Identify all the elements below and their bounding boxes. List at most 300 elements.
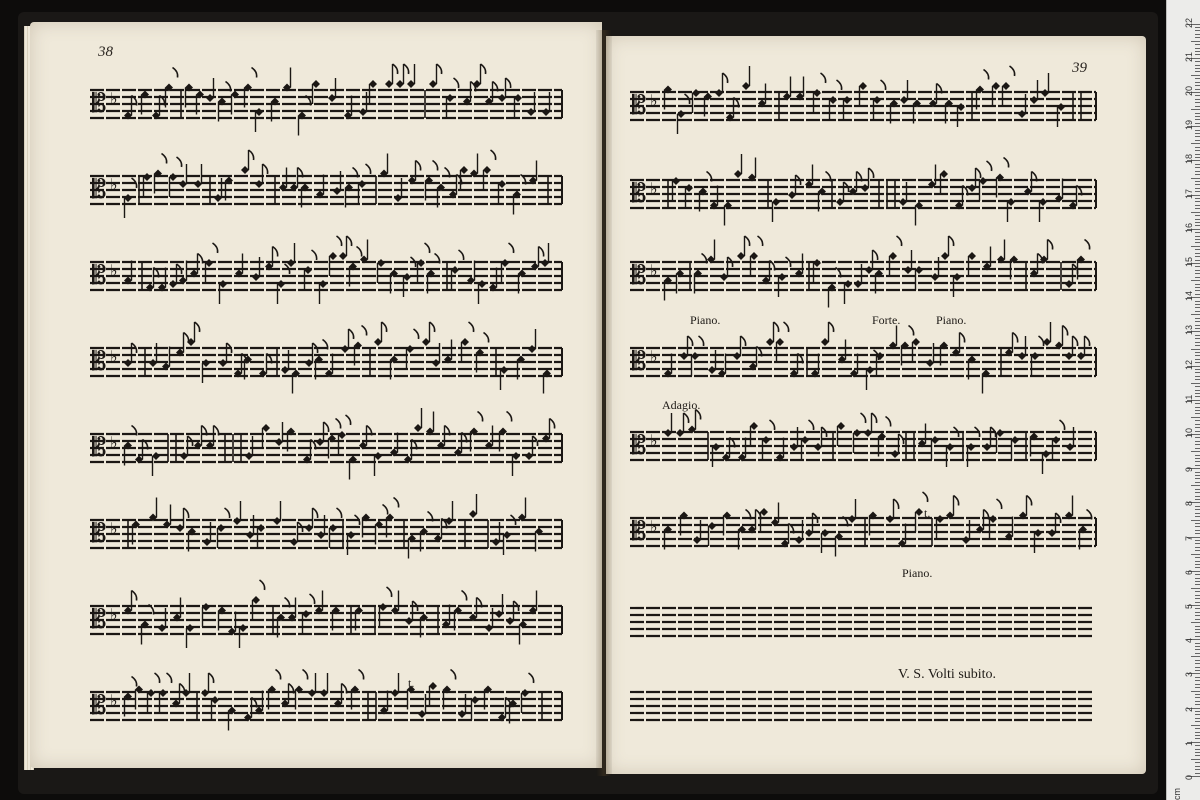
note-icon [722, 438, 735, 462]
flat-icon: ♭ [110, 89, 118, 108]
note-icon [349, 456, 357, 480]
ruler-minor-tick [1195, 533, 1200, 534]
tempo-adagio: Adagio. [662, 398, 701, 412]
note-icon [467, 261, 475, 285]
ruler-minor-tick [1191, 314, 1200, 315]
ruler-minor-tick [1195, 615, 1200, 616]
ruler-minor-tick [1195, 626, 1200, 627]
note-icon [513, 175, 526, 215]
flat-icon: ♭ [110, 519, 118, 538]
note-icon [386, 498, 399, 538]
ruler-minor-tick [1195, 301, 1200, 302]
music-staff [90, 494, 562, 559]
ruler-minor-tick [1191, 41, 1200, 42]
note-icon [434, 519, 447, 543]
ruler-minor-tick [1191, 178, 1200, 179]
note-icon [442, 605, 450, 629]
note-icon [124, 591, 137, 615]
note-icon [341, 329, 354, 353]
note-icon [876, 352, 884, 376]
ruler-label: 0 [1184, 774, 1194, 780]
music-staff [630, 692, 1092, 720]
note-icon [308, 673, 316, 697]
note-icon [176, 333, 189, 357]
note-icon [172, 684, 185, 708]
note-icon [407, 64, 415, 88]
ruler-minor-tick [1195, 437, 1200, 438]
note-icon [790, 354, 803, 378]
note-icon [837, 422, 845, 446]
ruler-minor-tick [1191, 280, 1200, 281]
ruler-label: 16 [1184, 222, 1194, 233]
ruler-minor-tick [1191, 143, 1200, 144]
ruler-minor-tick [1195, 307, 1200, 308]
ruler-minor-tick [1195, 328, 1200, 329]
clef-icon: 𝄡 [92, 175, 107, 205]
note-icon [473, 64, 486, 88]
ruler-minor-tick [1195, 608, 1200, 609]
ruler-minor-tick [1195, 584, 1200, 585]
trill-mark-left: t. [408, 676, 415, 690]
note-icon [542, 419, 555, 443]
note-icon [124, 677, 137, 717]
note-icon [143, 173, 151, 197]
note-icon [1040, 240, 1053, 264]
ruler-minor-tick [1195, 188, 1200, 189]
flat-icon: ♭ [650, 517, 658, 536]
note-icon [449, 175, 462, 199]
ruler-minor-tick [1195, 123, 1200, 124]
ruler-minor-tick [1195, 680, 1200, 681]
note-icon [1043, 322, 1051, 346]
ruler-minor-tick [1195, 27, 1200, 28]
ruler-minor-tick [1195, 30, 1200, 31]
note-icon [889, 326, 897, 350]
ruler-minor-tick [1195, 663, 1200, 664]
ruler-minor-tick [1195, 649, 1200, 650]
note-icon [320, 673, 328, 697]
note-icon [1055, 326, 1068, 350]
note-icon [141, 605, 154, 645]
music-staff [630, 154, 1096, 226]
note-icon [265, 247, 278, 271]
note-icon [726, 98, 739, 122]
ruler-minor-tick [1195, 745, 1200, 746]
ruler-minor-tick [1195, 236, 1200, 237]
ruler-minor-tick [1195, 667, 1200, 668]
note-icon [354, 326, 367, 366]
note-icon [152, 96, 165, 120]
ruler-minor-tick [1195, 82, 1200, 83]
note-icon [1041, 73, 1049, 97]
note-icon [202, 359, 210, 383]
ruler-minor-tick [1195, 646, 1200, 647]
ruler-minor-tick [1195, 294, 1200, 295]
ruler-minor-tick [1195, 513, 1200, 514]
note-icon [955, 186, 968, 210]
right-page-number: 39 [1072, 60, 1087, 76]
ruler-minor-tick [1195, 735, 1200, 736]
note-icon [715, 73, 728, 97]
ruler-minor-tick [1191, 691, 1200, 692]
ruler-minor-tick [1195, 205, 1200, 206]
ruler-minor-tick [1195, 458, 1200, 459]
music-staff [630, 492, 1096, 557]
ruler-minor-tick [1195, 403, 1200, 404]
ruler-minor-tick [1195, 636, 1200, 637]
ruler-minor-tick [1195, 687, 1200, 688]
note-icon [124, 96, 137, 120]
ruler-minor-tick [1195, 769, 1200, 770]
note-icon [734, 154, 742, 178]
note-icon [844, 280, 852, 304]
note-icon [173, 598, 181, 622]
ruler-minor-tick [1195, 362, 1200, 363]
note-icon [694, 254, 707, 294]
ruler-minor-tick [1195, 574, 1200, 575]
ruler-minor-tick [1195, 65, 1200, 66]
note-icon [277, 598, 290, 638]
ruler-minor-tick [1195, 154, 1200, 155]
ruler-minor-tick [1191, 656, 1200, 657]
note-icon [805, 165, 813, 189]
note-icon [235, 254, 243, 278]
ruler-minor-tick [1195, 266, 1200, 267]
note-icon [374, 322, 387, 346]
clef-icon: 𝄡 [92, 691, 107, 721]
note-icon [1039, 198, 1047, 222]
note-icon [543, 370, 551, 394]
ruler-minor-tick [1195, 557, 1200, 558]
ruler-minor-tick [1195, 526, 1200, 527]
note-icon [454, 591, 467, 631]
music-staff [630, 236, 1096, 308]
ruler-minor-tick [1191, 212, 1200, 213]
clef-icon: 𝄡 [632, 179, 647, 209]
note-icon [359, 426, 372, 450]
note-icon [912, 338, 920, 362]
ruler-minor-tick [1195, 181, 1200, 182]
note-icon [996, 429, 1004, 453]
ruler-minor-tick [1195, 653, 1200, 654]
ruler-minor-tick [1195, 287, 1200, 288]
ruler-minor-tick [1195, 215, 1200, 216]
note-icon [762, 261, 775, 285]
ruler-minor-tick [1191, 485, 1200, 486]
ruler-minor-tick [1195, 239, 1200, 240]
ruler-minor-tick [1195, 670, 1200, 671]
ruler-minor-tick [1195, 564, 1200, 565]
note-icon [288, 598, 296, 622]
note-icon [182, 673, 190, 697]
note-icon [838, 340, 846, 364]
ruler-minor-tick [1195, 369, 1200, 370]
ruler-minor-tick [1195, 372, 1200, 373]
note-icon [712, 443, 720, 467]
ruler-minor-tick [1195, 595, 1200, 596]
note-icon [519, 621, 527, 645]
ruler-label: 10 [1184, 427, 1194, 438]
note-icon [983, 247, 991, 271]
ruler-minor-tick [1195, 242, 1200, 243]
ruler-minor-tick [1195, 441, 1200, 442]
note-icon [345, 168, 358, 208]
note-icon [426, 412, 434, 436]
note-icon [369, 80, 377, 104]
ruler-minor-tick [1195, 232, 1200, 233]
ruler-minor-tick [1195, 506, 1200, 507]
note-icon [821, 322, 834, 346]
ruler-minor-tick [1195, 249, 1200, 250]
ruler-minor-tick [1195, 472, 1200, 473]
note-icon [202, 603, 210, 627]
note-icon [500, 366, 508, 390]
note-icon [149, 498, 157, 522]
note-icon [233, 501, 241, 525]
ruler-minor-tick [1195, 386, 1200, 387]
flat-icon: ♭ [650, 431, 658, 450]
ruler-label: 7 [1184, 535, 1194, 541]
note-icon [498, 698, 511, 722]
ruler-minor-tick [1195, 71, 1200, 72]
note-icon [676, 413, 689, 437]
right-page-music [630, 70, 1110, 740]
ruler-minor-tick [1195, 540, 1200, 541]
note-icon [255, 108, 263, 132]
note-icon [241, 150, 254, 174]
left-page-number: 38 [98, 44, 113, 60]
ruler-minor-tick [1195, 475, 1200, 476]
ruler-minor-tick [1195, 119, 1200, 120]
ruler-minor-tick [1195, 413, 1200, 414]
ruler-minor-tick [1195, 311, 1200, 312]
ruler-minor-tick [1195, 256, 1200, 257]
ruler-minor-tick [1195, 455, 1200, 456]
ruler-minor-tick [1195, 420, 1200, 421]
ruler-minor-tick [1195, 284, 1200, 285]
ruler-minor-tick [1195, 602, 1200, 603]
ruler-minor-tick [1191, 759, 1200, 760]
note-icon [688, 410, 701, 434]
ruler-minor-tick [1195, 338, 1200, 339]
note-icon [485, 426, 493, 450]
ruler-label: 14 [1184, 291, 1194, 302]
ruler-minor-tick [1191, 520, 1200, 521]
music-staff [90, 64, 562, 136]
ruler-minor-tick [1195, 342, 1200, 343]
note-icon [976, 70, 989, 110]
note-icon [158, 268, 166, 292]
ruler-minor-tick [1195, 424, 1200, 425]
flat-icon: ♭ [650, 261, 658, 280]
ruler-minor-tick [1195, 762, 1200, 763]
note-icon [152, 452, 160, 476]
ruler-minor-tick [1195, 523, 1200, 524]
flat-icon: ♭ [110, 433, 118, 452]
note-icon [444, 340, 452, 364]
note-icon [124, 261, 132, 285]
note-icon [349, 247, 362, 287]
ruler-label: 6 [1184, 569, 1194, 575]
note-icon [312, 80, 320, 104]
note-icon [952, 333, 965, 357]
note-icon [437, 426, 450, 450]
note-icon [850, 354, 858, 378]
note-icon [273, 501, 281, 525]
ruler-label: 15 [1184, 256, 1194, 267]
note-icon [186, 624, 194, 648]
music-staff [90, 236, 562, 304]
note-icon [528, 329, 536, 353]
note-icon [135, 440, 148, 464]
ruler-label: 20 [1184, 85, 1194, 96]
note-icon [124, 426, 137, 466]
note-icon [699, 172, 712, 212]
note-icon [262, 424, 270, 448]
note-icon [460, 166, 468, 190]
note-icon [443, 670, 456, 710]
music-staff [630, 410, 1096, 475]
note-icon [469, 494, 477, 518]
note-icon [781, 524, 794, 548]
flat-icon: ♭ [110, 605, 118, 624]
note-icon [531, 247, 544, 271]
note-icon [1055, 179, 1063, 203]
note-icon [470, 412, 483, 452]
ruler-minor-tick [1195, 208, 1200, 209]
note-icon [380, 154, 388, 178]
note-icon [915, 266, 923, 290]
note-icon [218, 82, 231, 122]
ruler-minor-tick [1195, 191, 1200, 192]
ruler-minor-tick [1195, 444, 1200, 445]
ruler-minor-tick [1191, 349, 1200, 350]
ruler-minor-tick [1195, 516, 1200, 517]
ruler-minor-tick [1195, 325, 1200, 326]
clef-icon: 𝄡 [92, 261, 107, 291]
note-icon [211, 696, 219, 720]
ruler-minor-tick [1195, 578, 1200, 579]
book-gutter [596, 30, 612, 776]
note-icon [429, 64, 442, 88]
ruler-minor-tick [1195, 550, 1200, 551]
note-icon [771, 503, 779, 527]
note-icon [377, 259, 385, 283]
note-icon [915, 202, 923, 226]
ruler-minor-tick [1195, 721, 1200, 722]
ruler-minor-tick [1195, 273, 1200, 274]
note-icon [380, 691, 388, 715]
ruler-minor-tick [1195, 629, 1200, 630]
note-icon [818, 172, 831, 212]
ruler-minor-tick [1195, 150, 1200, 151]
note-icon [968, 252, 976, 276]
ruler-minor-tick [1195, 407, 1200, 408]
ruler-minor-tick [1195, 68, 1200, 69]
note-icon [1042, 450, 1050, 474]
ruler-label: 21 [1184, 51, 1194, 62]
note-icon [194, 426, 207, 450]
note-icon [391, 673, 399, 697]
note-icon [748, 158, 756, 182]
note-icon [982, 370, 990, 394]
note-icon [344, 96, 352, 120]
note-icon [718, 354, 726, 378]
ruler-minor-tick [1195, 219, 1200, 220]
note-icon [190, 254, 203, 278]
ruler-minor-tick [1195, 113, 1200, 114]
note-icon [992, 82, 1000, 106]
ruler-minor-tick [1195, 410, 1200, 411]
ruler-minor-tick [1195, 718, 1200, 719]
ruler-minor-tick [1195, 496, 1200, 497]
ruler-label: 1 [1184, 740, 1194, 746]
clef-icon: 𝄡 [632, 347, 647, 377]
ruler-minor-tick [1191, 246, 1200, 247]
ruler-label: 18 [1184, 154, 1194, 165]
ruler-minor-tick [1195, 677, 1200, 678]
note-icon [279, 168, 287, 192]
flat-icon: ♭ [110, 691, 118, 710]
ruler-minor-tick [1191, 417, 1200, 418]
ruler-minor-tick [1195, 133, 1200, 134]
note-icon [529, 161, 537, 185]
note-icon [257, 524, 265, 548]
note-icon [1077, 240, 1090, 280]
note-icon [325, 354, 333, 378]
note-icon [425, 161, 438, 201]
note-icon [489, 268, 497, 292]
note-icon [283, 68, 291, 92]
ruler-minor-tick [1195, 201, 1200, 202]
note-icon [664, 354, 672, 378]
ruler-minor-tick [1195, 567, 1200, 568]
ruler-minor-tick [1195, 660, 1200, 661]
ruler-minor-tick [1195, 34, 1200, 35]
ruler-minor-tick [1195, 396, 1200, 397]
note-icon [1069, 186, 1082, 210]
note-icon [146, 268, 159, 292]
left-page-music [90, 60, 570, 750]
ruler-minor-tick [1195, 44, 1200, 45]
ruler-minor-tick [1195, 290, 1200, 291]
ruler-minor-tick [1195, 632, 1200, 633]
note-icon [471, 696, 479, 720]
ruler-minor-tick [1195, 174, 1200, 175]
note-icon [259, 354, 272, 378]
note-icon [776, 438, 784, 462]
ruler-minor-tick [1195, 48, 1200, 49]
ruler-label: 5 [1184, 603, 1194, 609]
note-icon [445, 501, 453, 525]
ruler-minor-tick [1195, 318, 1200, 319]
note-icon [1007, 198, 1015, 222]
ruler-minor-tick [1195, 270, 1200, 271]
note-icon [738, 438, 746, 462]
ruler-minor-tick [1195, 591, 1200, 592]
note-icon [351, 670, 364, 710]
clef-icon: 𝄡 [92, 347, 107, 377]
ruler-minor-tick [1195, 711, 1200, 712]
ruler-minor-tick [1191, 554, 1200, 555]
note-icon [512, 452, 520, 476]
note-icon [1034, 529, 1042, 553]
ruler-minor-tick [1195, 99, 1200, 100]
music-staff [90, 322, 562, 394]
dynamic-forte: Forte. [872, 313, 901, 327]
clef-icon: 𝄡 [632, 91, 647, 121]
ruler-minor-tick [1195, 489, 1200, 490]
